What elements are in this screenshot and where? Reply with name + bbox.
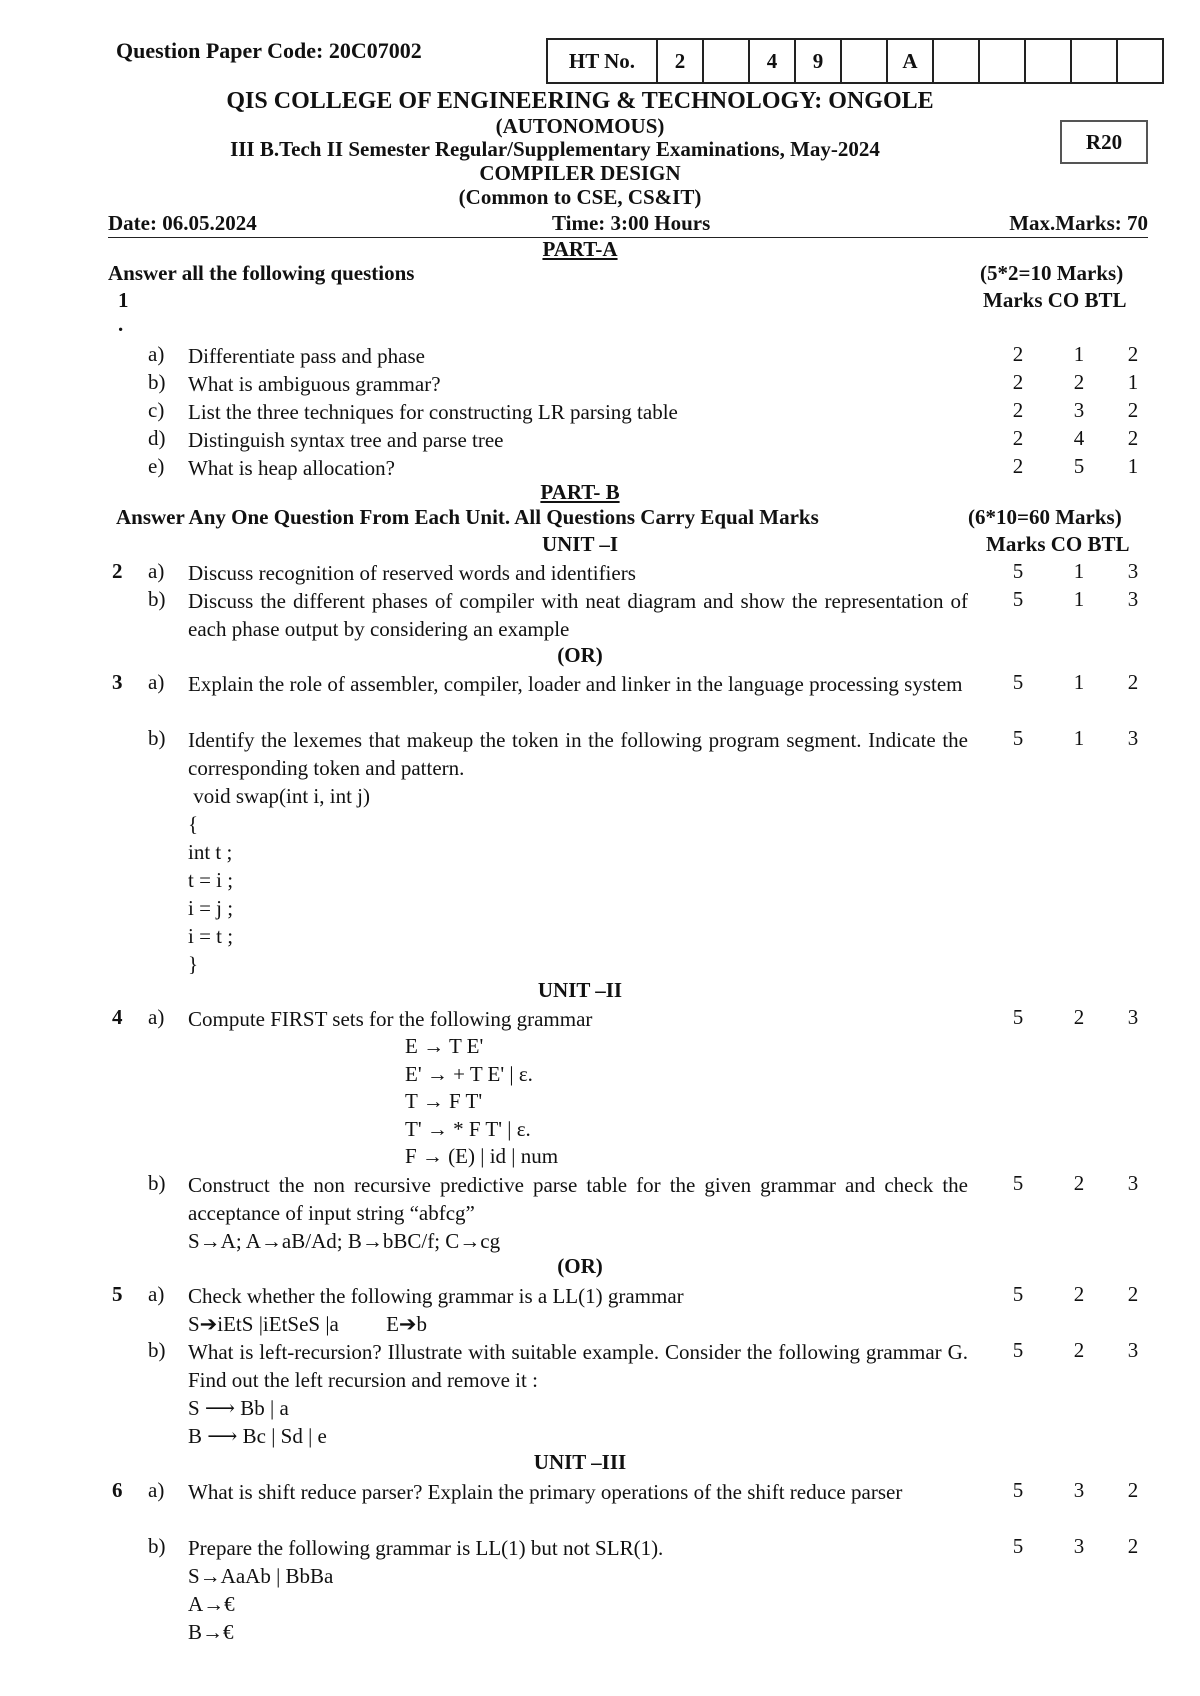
btl-value: 1 bbox=[1127, 370, 1139, 394]
part-a-instruction: Answer all the following questions bbox=[108, 261, 415, 285]
grammar-rule: B→€ bbox=[188, 1620, 234, 1644]
code-line: i = j ; bbox=[188, 896, 234, 920]
question-text: Discuss the different phases of compiler with neat diagram and show the representation of each phase output by considering an example bbox=[188, 589, 968, 641]
code-line: } bbox=[188, 952, 199, 976]
co-value: 3 bbox=[1073, 1534, 1085, 1558]
question-text: Prepare the following grammar is LL(1) but not SLR(1). bbox=[188, 1536, 664, 1560]
marks-value: 5 bbox=[1012, 1005, 1024, 1029]
question-text: List the three techniques for constructing LR parsing table bbox=[188, 400, 678, 424]
question-text: Distinguish syntax tree and parse tree bbox=[188, 428, 504, 452]
btl-value: 2 bbox=[1127, 1534, 1139, 1558]
marks-value: 2 bbox=[1012, 426, 1024, 450]
grammar-rule: T' → * F T' | ε. bbox=[405, 1117, 531, 1141]
marks-value: 5 bbox=[1012, 670, 1024, 694]
question-text: Construct the non recursive predictive parse table for the given grammar and check the acceptance of input string “abfcg” bbox=[188, 1173, 968, 1225]
question-paper-code: Question Paper Code: 20C07002 bbox=[116, 38, 422, 63]
ht-cell: 2 bbox=[657, 39, 703, 83]
btl-value: 3 bbox=[1127, 559, 1139, 583]
marks-value: 5 bbox=[1012, 1338, 1024, 1362]
exam-info-row bbox=[108, 211, 1148, 238]
sub-label: a) bbox=[148, 670, 165, 694]
co-value: 2 bbox=[1073, 1005, 1085, 1029]
sub-label: a) bbox=[148, 1282, 165, 1306]
question-text: Explain the role of assembler, compiler, loader and linker in the language processing system bbox=[188, 672, 963, 696]
column-headers: Marks CO BTL bbox=[983, 288, 1127, 312]
sub-label: a) bbox=[148, 1478, 165, 1502]
question-text: Check whether the following grammar is a LL(1) grammar bbox=[188, 1284, 684, 1308]
co-value: 1 bbox=[1073, 726, 1085, 750]
or-separator: (OR) bbox=[557, 643, 603, 667]
btl-value: 3 bbox=[1127, 1171, 1139, 1195]
sub-label: d) bbox=[148, 426, 166, 450]
question-text: Identify the lexemes that makeup the token in the following program segment. Indicate the corresponding token and pattern. bbox=[188, 728, 968, 780]
grammar-rule: A→€ bbox=[188, 1592, 235, 1616]
ht-label: HT No. bbox=[547, 39, 657, 83]
or-separator: (OR) bbox=[557, 1254, 603, 1278]
marks-value: 5 bbox=[1012, 1478, 1024, 1502]
question-number: 6 bbox=[112, 1478, 123, 1502]
autonomous-label: (AUTONOMOUS) bbox=[495, 114, 665, 138]
ht-cell: 9 bbox=[795, 39, 841, 83]
co-value: 3 bbox=[1073, 398, 1085, 422]
question-text: What is heap allocation? bbox=[188, 456, 395, 480]
marks-value: 5 bbox=[1012, 1534, 1024, 1558]
sub-label: a) bbox=[148, 1005, 165, 1029]
marks-value: 5 bbox=[1012, 559, 1024, 583]
question-text: Compute FIRST sets for the following grammar bbox=[188, 1007, 593, 1031]
code-line: int t ; bbox=[188, 840, 233, 864]
grammar-rule: S ⟶ Bb | a bbox=[188, 1396, 289, 1420]
question-text: What is shift reduce parser? Explain the primary operations of the shift reduce parser bbox=[188, 1480, 903, 1504]
code-line: t = i ; bbox=[188, 868, 234, 892]
part-b-title: PART- B bbox=[540, 480, 620, 504]
ht-cell bbox=[841, 39, 887, 83]
sub-label: e) bbox=[148, 454, 165, 478]
marks-value: 5 bbox=[1012, 1282, 1024, 1306]
sub-label: a) bbox=[148, 342, 165, 366]
sub-label: a) bbox=[148, 559, 165, 583]
btl-value: 3 bbox=[1127, 726, 1139, 750]
btl-value: 2 bbox=[1127, 426, 1139, 450]
question-number: 5 bbox=[112, 1282, 123, 1306]
marks-value: 2 bbox=[1012, 454, 1024, 478]
grammar-rule: E' → + T E' | ε. bbox=[405, 1062, 533, 1086]
ht-cell bbox=[933, 39, 979, 83]
column-headers: Marks CO BTL bbox=[986, 532, 1130, 556]
sub-label: b) bbox=[148, 370, 166, 394]
question-number-dot: . bbox=[118, 312, 124, 336]
code-line: { bbox=[188, 812, 199, 836]
exam-date: Date: 06.05.2024 bbox=[108, 211, 257, 235]
hall-ticket-table bbox=[546, 38, 1164, 84]
co-value: 4 bbox=[1073, 426, 1085, 450]
unit-3-title: UNIT –III bbox=[533, 1450, 627, 1474]
exam-time: Time: 3:00 Hours bbox=[552, 211, 711, 235]
btl-value: 3 bbox=[1127, 1005, 1139, 1029]
grammar-rule: S➔iEtS |iEtSeS |a E➔b bbox=[188, 1312, 428, 1336]
sub-label: b) bbox=[148, 587, 166, 611]
part-a-marks-note: (5*2=10 Marks) bbox=[980, 261, 1124, 285]
grammar-rule: F → (E) | id | num bbox=[405, 1144, 559, 1168]
ht-cell bbox=[1117, 39, 1163, 83]
marks-value: 5 bbox=[1012, 1171, 1024, 1195]
sub-label: b) bbox=[148, 726, 166, 750]
btl-value: 2 bbox=[1127, 342, 1139, 366]
marks-value: 2 bbox=[1012, 398, 1024, 422]
grammar-rule: S→A; A→aB/Ad; B→bBC/f; C→cg bbox=[188, 1229, 501, 1253]
question-text: Differentiate pass and phase bbox=[188, 344, 425, 368]
sub-label: b) bbox=[148, 1338, 166, 1362]
btl-value: 3 bbox=[1127, 1338, 1139, 1362]
question-number: 1 bbox=[118, 288, 129, 312]
co-value: 1 bbox=[1073, 559, 1085, 583]
grammar-rule: S→AaAb | BbBa bbox=[188, 1564, 334, 1588]
question-number: 4 bbox=[112, 1005, 123, 1029]
grammar-rule: E → T E' bbox=[405, 1034, 484, 1058]
btl-value: 1 bbox=[1127, 454, 1139, 478]
co-value: 2 bbox=[1073, 1338, 1085, 1362]
ht-cell: A bbox=[887, 39, 933, 83]
common-to-label: (Common to CSE, CS&IT) bbox=[458, 185, 702, 209]
co-value: 1 bbox=[1073, 342, 1085, 366]
ht-cell bbox=[1071, 39, 1117, 83]
grammar-rule: T → F T' bbox=[405, 1089, 483, 1113]
co-value: 5 bbox=[1073, 454, 1085, 478]
marks-value: 2 bbox=[1012, 342, 1024, 366]
question-number: 2 bbox=[112, 559, 123, 583]
unit-2-title: UNIT –II bbox=[537, 978, 623, 1002]
regulation-badge: R20 bbox=[1060, 120, 1148, 164]
max-marks: Max.Marks: 70 bbox=[1009, 211, 1148, 235]
grammar-rule: B ⟶ Bc | Sd | e bbox=[188, 1424, 327, 1448]
sub-label: c) bbox=[148, 398, 165, 422]
part-b-instruction: Answer Any One Question From Each Unit. All Questions Carry Equal Marks bbox=[116, 505, 819, 529]
co-value: 2 bbox=[1073, 1171, 1085, 1195]
code-line: i = t ; bbox=[188, 924, 234, 948]
code-line: void swap(int i, int j) bbox=[188, 784, 370, 808]
question-text: What is ambiguous grammar? bbox=[188, 372, 441, 396]
ht-cell bbox=[703, 39, 749, 83]
btl-value: 2 bbox=[1127, 1478, 1139, 1502]
co-value: 2 bbox=[1073, 370, 1085, 394]
co-value: 2 bbox=[1073, 1282, 1085, 1306]
ht-cell bbox=[979, 39, 1025, 83]
co-value: 1 bbox=[1073, 587, 1085, 611]
exam-title: III B.Tech II Semester Regular/Supplementary Examinations, May-2024 bbox=[230, 137, 880, 161]
co-value: 1 bbox=[1073, 670, 1085, 694]
part-a-title: PART-A bbox=[542, 237, 618, 261]
ht-cell bbox=[1025, 39, 1071, 83]
marks-value: 5 bbox=[1012, 726, 1024, 750]
btl-value: 3 bbox=[1127, 587, 1139, 611]
btl-value: 2 bbox=[1127, 398, 1139, 422]
sub-label: b) bbox=[148, 1534, 166, 1558]
question-text: Discuss recognition of reserved words and identifiers bbox=[188, 561, 636, 585]
part-b-marks-note: (6*10=60 Marks) bbox=[968, 505, 1122, 529]
question-text: What is left-recursion? Illustrate with suitable example. Consider the following grammar G. Find out the left recursion and remove it : bbox=[188, 1340, 968, 1392]
marks-value: 2 bbox=[1012, 370, 1024, 394]
subject-title: COMPILER DESIGN bbox=[479, 161, 681, 185]
ht-cell: 4 bbox=[749, 39, 795, 83]
question-number: 3 bbox=[112, 670, 123, 694]
btl-value: 2 bbox=[1127, 670, 1139, 694]
co-value: 3 bbox=[1073, 1478, 1085, 1502]
unit-1-title: UNIT –I bbox=[541, 532, 619, 556]
sub-label: b) bbox=[148, 1171, 166, 1195]
btl-value: 2 bbox=[1127, 1282, 1139, 1306]
marks-value: 5 bbox=[1012, 587, 1024, 611]
college-name: QIS COLLEGE OF ENGINEERING & TECHNOLOGY: ONGOLE bbox=[226, 88, 934, 114]
